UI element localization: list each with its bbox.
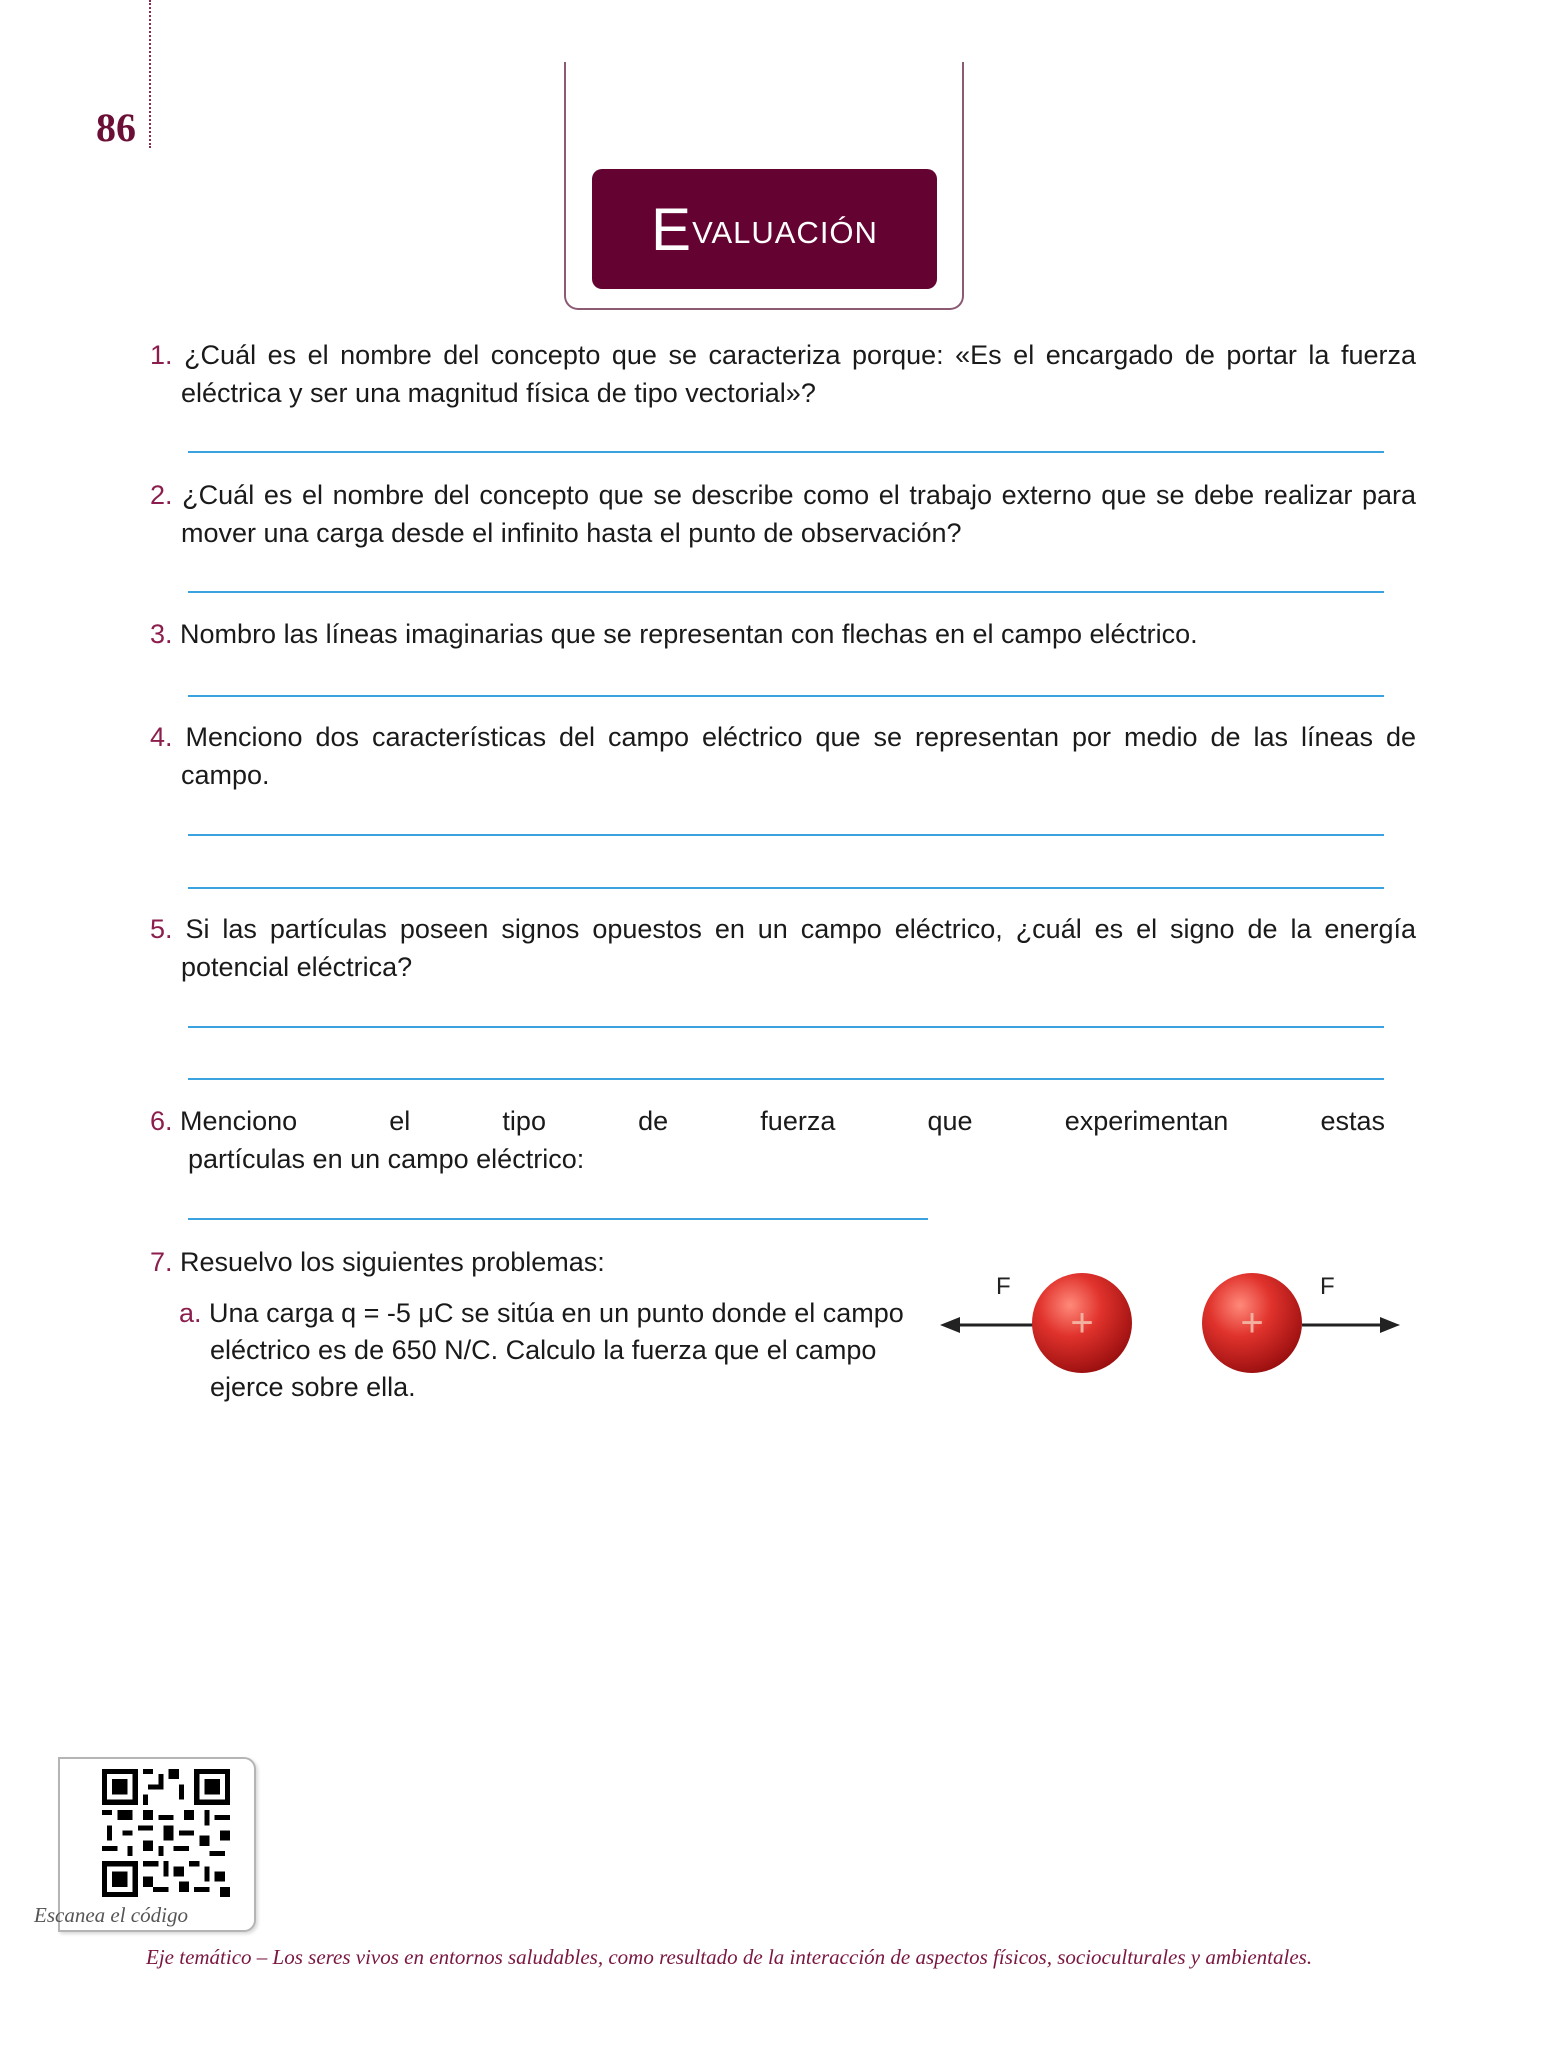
arrow-head-right	[1380, 1317, 1400, 1333]
question-2	[150, 476, 1416, 552]
question-3	[150, 615, 1416, 653]
answer-line-6[interactable]	[188, 1218, 928, 1220]
force-label-right: F	[1320, 1273, 1335, 1300]
question-text: Nombro las líneas imaginarias que se representan con flechas en el campo eléctrico.	[180, 619, 1198, 649]
section-title-initial: E	[651, 195, 693, 263]
question-6-line2: partículas en un campo eléctrico:	[188, 1144, 585, 1174]
question-4	[150, 718, 1416, 794]
qr-code-icon[interactable]	[102, 1769, 230, 1897]
footer-thematic-axis: Eje temático – Los seres vivos en entornos saludables, como resultado de la interacción de aspectos físicos, socioculturales y ambientales.	[146, 1945, 1313, 1969]
answer-line-5b[interactable]	[188, 1078, 1384, 1080]
charges-figure	[940, 1260, 1400, 1390]
answer-line-4a[interactable]	[188, 834, 1384, 836]
section-title-rest: valuación	[692, 204, 878, 253]
question-word: de	[638, 1106, 669, 1136]
page-number: 86	[96, 105, 136, 150]
question-number: 7.	[150, 1247, 173, 1277]
question-1	[150, 336, 1416, 412]
qr-caption: Escanea el código	[34, 1903, 188, 1927]
question-word: fuerza	[760, 1106, 836, 1136]
answer-line-4b[interactable]	[188, 887, 1384, 889]
force-label-left: F	[996, 1273, 1011, 1300]
question-word: tipo	[502, 1106, 546, 1136]
question-6-first	[150, 1102, 297, 1140]
question-number: 1.	[150, 340, 173, 370]
question-number: 6.	[150, 1106, 173, 1136]
question-word: que	[927, 1106, 973, 1136]
question-word: estas	[1320, 1106, 1385, 1136]
question-number: 5.	[150, 914, 173, 944]
margin-dotted-line	[149, 0, 151, 148]
answer-line-3[interactable]	[188, 695, 1384, 697]
answer-line-5a[interactable]	[188, 1026, 1384, 1028]
question-text: ¿Cuál es el nombre del concepto que se caracteriza porque: «Es el encargado de portar la fuerza eléctrica y ser una magnitud física de tipo vectorial»?	[181, 340, 1416, 408]
question-number: 4.	[150, 722, 173, 752]
subquestion-text: Una carga q = -5 μC se sitúa en un punto donde el campo eléctrico es de 650 N/C. Calculo la fuerza que el campo ejerce sobre ella.	[209, 1298, 904, 1402]
charge-sign-left: +	[1070, 1301, 1094, 1345]
charge-sign-right: +	[1240, 1301, 1264, 1345]
answer-line-2[interactable]	[188, 591, 1384, 593]
question-text: ¿Cuál es el nombre del concepto que se describe como el trabajo externo que se debe realizar para mover una carga desde el infinito hasta el punto de observación?	[181, 480, 1416, 548]
question-word: el	[389, 1106, 411, 1136]
subquestion-letter: a.	[179, 1298, 202, 1328]
subquestion-a	[179, 1295, 909, 1406]
question-number: 2.	[150, 480, 173, 510]
question-number: 3.	[150, 619, 173, 649]
question-text: Si las partículas poseen signos opuestos en un campo eléctrico, ¿cuál es el signo de la energía potencial eléctrica?	[181, 914, 1416, 982]
answer-line-1[interactable]	[188, 451, 1384, 453]
section-title	[592, 169, 937, 289]
question-word: experimentan	[1064, 1106, 1229, 1136]
question-text: Menciono dos características del campo eléctrico que se representan por medio de las líneas de campo.	[181, 722, 1416, 790]
arrow-head-left	[940, 1317, 960, 1333]
question-word: Menciono	[180, 1106, 298, 1136]
question-5	[150, 910, 1416, 986]
question-6	[150, 1102, 1385, 1140]
question-text: Resuelvo los siguientes problemas:	[180, 1247, 605, 1277]
